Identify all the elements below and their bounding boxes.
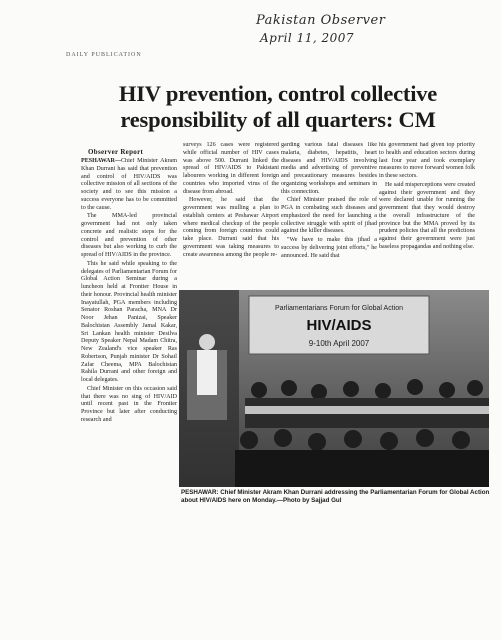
paragraph: This he said while speaking to the delegates of Parliamentarian Forum for Global Action Seminar during a luncheon held at Frontier House in their honour. Provincial health minister Inayatullah, PGA members including Senator Roshan Paracha, MNA Dr Noor Jehan Panizai, Speaker Balochistan Assembly Jamal Kakar, Sri Lankan health minister Desilva Deputy Speaker Nepal Madam Chitra, New Zealand's vice speaker Ras Robertson, Punjab minister Dr Sohail Zafar Cheema, MPA Balochistan Rahila Durrani and other foreign and local delegates. [81,260,177,383]
headline-line-1: HIV prevention, control collective [118,81,438,106]
speaker-body [197,350,217,395]
banner-text-3: 9-10th April 2007 [308,339,370,348]
paragraph: The MMA-led provincial government had not only taken concrete and realistic steps for the control and prevention of other diseases but also working to curb the spread of HIV/AIDS in the province. [81,213,177,258]
article-column-1 [81,158,177,548]
dateline: PESHAWAR— [81,158,121,164]
banner-text-2: HIV/AIDS [306,317,372,334]
paragraph: "We have to make this jihad a success by delivering joint efforts," he announced. He said that [281,237,377,259]
paragraph-text: Chief Minister Akram Khan Durrani has said that prevention and control of HIV/AIDS was collective mission of all sections of the society and to see this mission a success everyone has to be committed to the cause. [81,158,177,211]
handwritten-date: April 11, 2007 [260,31,355,45]
photo-image [179,290,489,487]
paragraph: surveys 126 cases were registered while official number of HIV cases was above 500. Durrani linked the spread of HIV/AIDS to Pakistani labourers working in different foreign countries who imported virus of the disease from abroad. [183,142,279,195]
speaker-head [199,334,215,350]
event-photo [179,290,489,487]
paragraph: Chief Minister praised the role of PGA in combating such diseases and emphasized the need for launching a collective struggle with spirit of jihad against the killer diseases. [281,197,377,235]
paragraph: However, he said that the government was mulling a plan to establish centers at Peshawar Airport where medical checkup of the people coming from foreign countries could take place. Durrani said that his government was taking measures to create awareness among the people re- [183,197,279,258]
paragraph: Chief Minister on this occasion said that there was no sing of HIV/AID until recent past in the Frontier Province but later after conducting research and [81,385,177,423]
table-cloth [245,406,489,414]
paragraph [81,158,177,212]
handwritten-paper-name: Pakistan Observer [256,13,386,28]
photo-caption: PESHAWAR: Chief Minister Akram Khan Durrani addressing the Parliamentarian Forum for Global Action about HIV/AIDS here on Monday.—Photo by Sajjad Gul [181,489,490,504]
headline [66,81,490,133]
newspaper-clipping [66,52,490,547]
banner-text-1: Parliamentarians Forum for Global Action [275,305,403,312]
paragraph: garding various fatal diseases like malaria, diabetes, hepatitis, heart diseases and HIV/AIDS involving media and advertising of preventive and precautionary measures besides organizing workshops and seminars in this connection. [281,142,377,195]
byline: Observer Report [88,148,144,156]
headline-line-2: responsibility of all quarters: CM [120,107,436,132]
paragraph: his government had given top priority to health and education sectors during last four year and took exemplary measures to move forward women folk in these sectors. [379,142,475,179]
kicker: DAILY PUBLICATION [66,52,142,58]
paragraph: He said misperceptions were created against their government and they were declared unable for running the government that they would destroy the overall infrastructure of the province but the MMA proved by its prudent policies that all the predictions against their government were just baseless propagandas and nothing else. [379,181,475,250]
